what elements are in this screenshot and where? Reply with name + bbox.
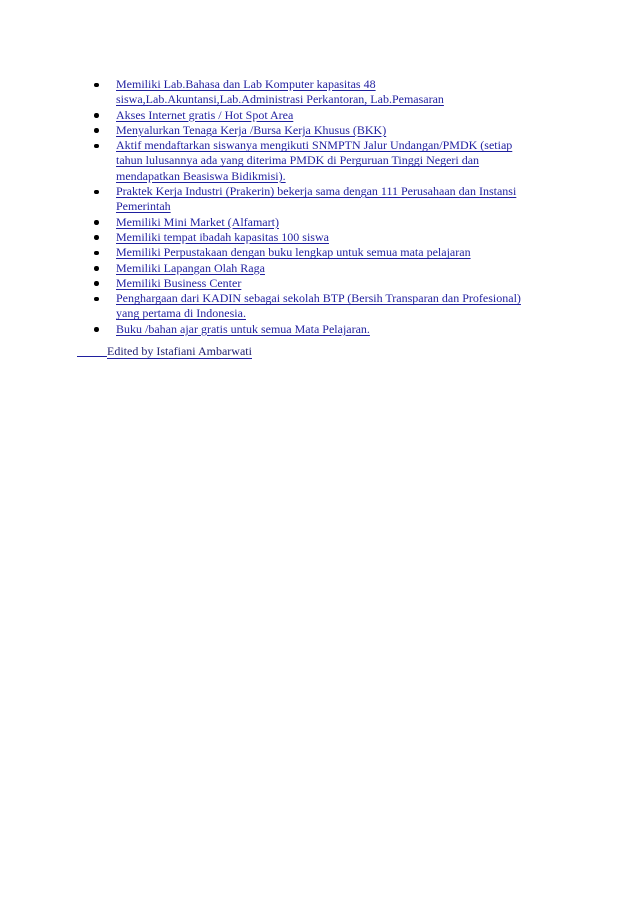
list-item-line: Memiliki Lapangan Olah Raga: [116, 260, 265, 275]
list-item: [92, 230, 562, 245]
bullet-icon: [94, 251, 99, 256]
list-item-line: Pemerintah: [116, 199, 171, 214]
bullet-icon: [94, 281, 99, 286]
list-item: [92, 123, 562, 138]
bullet-icon: [94, 128, 99, 133]
list-item-line: Memiliki Perpustakaan dengan buku lengkap untuk semua mata pelajaran: [116, 245, 471, 260]
list-item-line: Memiliki Lab.Bahasa dan Lab Komputer kapasitas 48: [116, 77, 376, 91]
bullet-icon: [94, 266, 99, 271]
list-item-line: Penghargaan dari KADIN sebagai sekolah BTP (Bersih Transparan dan Profesional): [116, 291, 521, 306]
list-item: [92, 245, 562, 260]
list-item: [92, 276, 562, 291]
bullet-icon: [94, 190, 99, 195]
list-item-link[interactable]: [116, 230, 329, 244]
list-item-link[interactable]: [116, 215, 279, 229]
list-item-line: tahun lulusannya ada yang diterima PMDK di Perguruan Tinggi Negeri dan: [116, 153, 480, 168]
list-item-line: Buku /bahan ajar gratis untuk semua Mata Pelajaran.: [116, 321, 370, 336]
list-item-link[interactable]: [116, 245, 471, 259]
list-item-link[interactable]: [116, 123, 386, 137]
list-item-line: Memiliki Mini Market (Alfamart): [116, 214, 279, 229]
list-item-line: Memiliki tempat ibadah kapasitas 100 siswa: [116, 229, 329, 244]
feature-bullet-list: [92, 77, 562, 337]
bullet-icon: [94, 327, 99, 332]
list-item: [92, 77, 562, 108]
bullet-icon: [94, 113, 99, 118]
footer-underline-lead: [77, 344, 107, 357]
list-item-line: Memiliki Business Center: [116, 275, 242, 290]
list-item-link[interactable]: [116, 108, 293, 122]
list-item-line: Akses Internet gratis / Hot Spot Area: [116, 107, 294, 122]
list-item-line: siswa,Lab.Akuntansi,Lab.Administrasi Perkantoran, Lab.Pemasaran: [116, 92, 444, 107]
list-item-line: mendapatkan Beasiswa Bidikmisi).: [116, 168, 286, 183]
list-item: [92, 261, 562, 276]
list-item-line: Praktek Kerja Industri (Prakerin) bekerja sama dengan 111 Perusahaan dan Instansi: [116, 184, 517, 199]
bullet-icon: [94, 83, 99, 88]
list-item: [92, 184, 562, 215]
bullet-icon: [94, 220, 99, 225]
list-item: [92, 138, 562, 184]
bullet-icon: [94, 235, 99, 240]
list-item: [92, 108, 562, 123]
list-item-link[interactable]: [116, 291, 521, 320]
footer-credit-text[interactable]: Edited by Istafiani Ambarwati: [107, 344, 252, 358]
list-item: [92, 322, 562, 337]
bullet-icon: [94, 144, 99, 149]
list-item-link[interactable]: [116, 276, 241, 290]
list-item-line: Aktif mendaftarkan siswanya mengikuti SNMPTN Jalur Undangan/PMDK (setiap: [116, 138, 513, 153]
list-item-line: Menyalurkan Tenaga Kerja /Bursa Kerja Khusus (BKK): [116, 122, 387, 137]
list-item-link[interactable]: [116, 184, 516, 213]
list-item-link[interactable]: [116, 138, 512, 183]
list-item-link[interactable]: [116, 77, 444, 106]
footer-credit: [77, 344, 252, 359]
bullet-icon: [94, 297, 99, 302]
list-item: [92, 291, 562, 322]
list-item-link[interactable]: [116, 322, 370, 336]
list-item: [92, 215, 562, 230]
list-item-line: yang pertama di Indonesia.: [116, 306, 246, 321]
list-item-link[interactable]: [116, 261, 265, 275]
